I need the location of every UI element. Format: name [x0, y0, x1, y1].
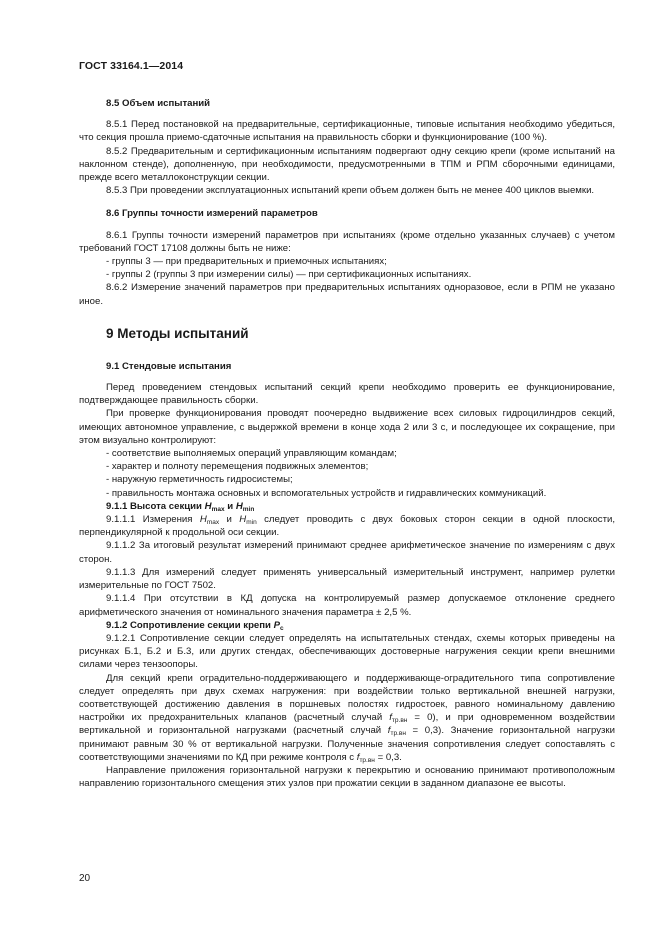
list-item: - правильность монтажа основных и вспомогательных устройств и гидравлических коммуникаций.	[106, 487, 547, 499]
document-body	[79, 89, 615, 790]
section-9-1-1-title: 9.1.1 Высота секции $H_{max}$ и $H_{min}$	[106, 500, 255, 513]
list-item: - соответствие выполняемых операций управляющим командам;	[106, 448, 397, 460]
list-item: - группы 3 — при предварительных и приемочных испытаниях;	[106, 256, 387, 268]
paragraph-9-1-2-2: Для секций крепи оградительно-поддерживающего и поддерживающе-оградительного типа сопротивление следует определять при двух схемах нагружения: при воздействии только вертикальной внешней нагрузки, соответствующей достижению давления в поршневых полостях гидростоек, равного номинальному давлению настройки их предохранительных клапанов (расчетный случай $f_{тр.вн} = 0$), и при одновременном воздействии вертикальной и горизонтальной нагрузками (расчетный случай $f_{тр.вн} = 0,3$). Значение горизонтальной нагрузки принимают равным 30 % от вертикальной нагрузки. Полученные значения сопротивления следует сопоставлять с соответствующими значениями по КД при режиме контроля с $f_{тр.вн} = 0,3$.	[79, 672, 615, 764]
list-item: - характер и полноту перемещения подвижных элементов;	[106, 461, 369, 473]
paragraph-9-1-1-3: 9.1.1.3 Для измерений следует применять универсальный измерительный инструмент, например рулетки измерительные по ГОСТ 7502.	[79, 566, 615, 592]
paragraph: При проверке функционирования проводят поочередно выдвижение всех силовых гидроцилиндров секций, имеющих автономное управление, с выдержкой времени в конце хода 2 или 3 с, и последующее их сокращение, при этом визуально контролируют:	[79, 408, 615, 446]
section-8-6-title: 8.6 Группы точности измерений параметров	[106, 208, 318, 220]
paragraph-9-1-2-3: Направление приложения горизонтальной нагрузки к перекрытию и основанию принимают противоположным направлению горизонтального смещения этих узлов при прожатии секции в заданном диапазоне ее высоты.	[79, 764, 615, 790]
paragraph-8-5-1: 8.5.1 Перед постановкой на предварительные, сертификационные, типовые испытания необходимо убедиться, что секция прошла приемо-сдаточные испытания на правильность сборки и функционирование (100 %).	[79, 119, 615, 144]
chapter-9-title: 9 Методы испытаний	[106, 325, 249, 341]
section-9-1-2-title: 9.1.2 Сопротивление секции крепи $P_c$	[106, 619, 284, 632]
paragraph: Перед проведением стендовых испытаний секций крепи необходимо проверить ее функционирование, подтверждающее правильность сборки.	[79, 382, 615, 407]
paragraph-9-1-1-1: 9.1.1.1 Измерения $H_{max}$ и $H_{min}$ следует проводить с двух боковых сторон секции в одной плоскости, перпендикулярной к продольной оси секции.	[79, 514, 616, 539]
paragraph-8-6-2: 8.6.2 Измерение значений параметров при предварительных испытаниях одноразовое, если в РПМ не указано иное.	[79, 282, 615, 307]
list-item: - группы 2 (группы 3 при измерении силы) — при сертификационных испытаниях.	[106, 269, 472, 281]
list-item: - наружную герметичность гидросистемы;	[106, 474, 293, 486]
section-8-5-title: 8.5 Объем испытаний	[106, 98, 211, 109]
section-9-1-title: 9.1 Стендовые испытания	[106, 360, 232, 372]
document-header: ГОСТ 33164.1—2014	[79, 60, 184, 72]
paragraph-9-1-1-2: 9.1.1.2 За итоговый результат измерений принимают среднее арифметическое значение по измерениям с двух сторон.	[79, 540, 615, 565]
paragraph-8-5-3: 8.5.3 При проведении эксплуатационных испытаний крепи объем должен быть не менее 400 циклов выемки.	[106, 185, 595, 197]
paragraph-9-1-2-1: 9.1.2.1 Сопротивление секции следует определять на испытательных стендах, схемы которых приведены на рисунках Б.1, Б.2 и Б.3, или других стендах, обеспечивающих достоверные нагружения секции крепи внешними силами через тензоопоры.	[79, 632, 615, 671]
paragraph-8-6-1: 8.6.1 Группы точности измерений параметров при испытаниях (кроме отдельно указанных случаев) с учетом требований ГОСТ 17108 должны быть не ниже:	[79, 229, 615, 254]
paragraph-8-5-2: 8.5.2 Предварительным и сертификационным испытаниям подвергают одну секцию крепи (кроме испытаний на наклонном стенде), дополненную, при необходимости, предусмотренными в ТПМ и РПМ сборочными единицами, прежде всего металлоконструкции секции.	[79, 145, 615, 184]
page-number: 20	[79, 873, 91, 884]
paragraph-9-1-1-4: 9.1.1.4 При отсутствии в КД допуска на контролируемый размер допускаемое отклонение среднего арифметического значения от номинального значения параметра ± 2,5 %.	[79, 593, 615, 618]
